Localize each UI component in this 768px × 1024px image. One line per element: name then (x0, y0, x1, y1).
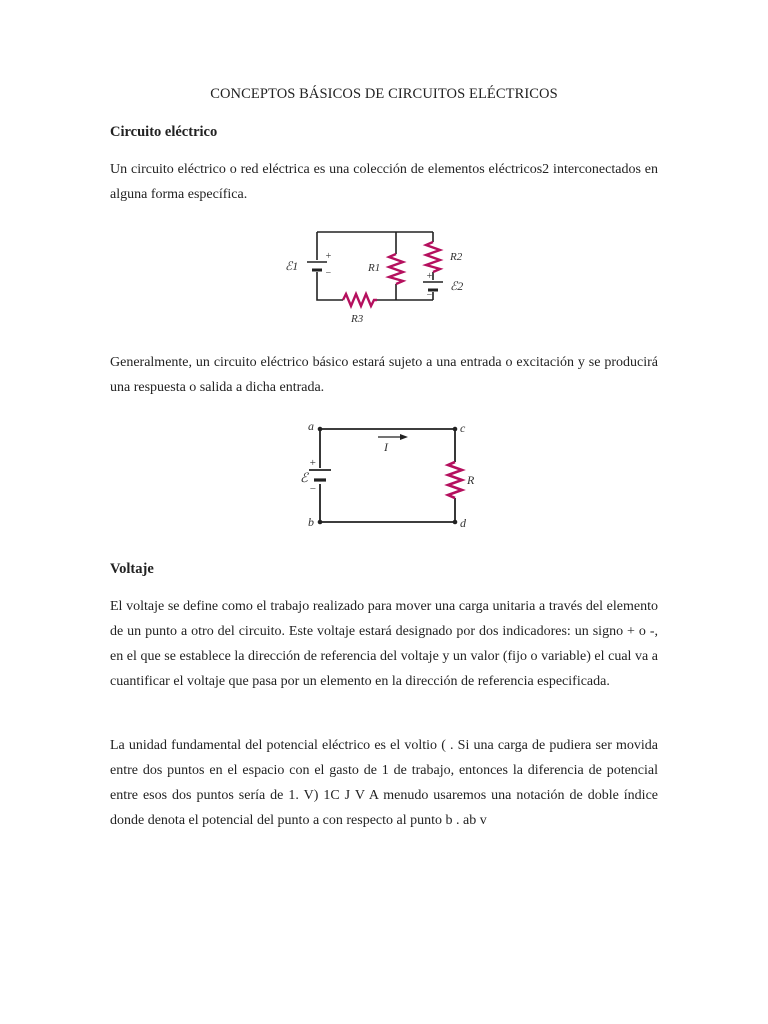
label-resistor: R (467, 473, 475, 487)
node-d (453, 520, 458, 525)
paragraph-voltaje-unidad: La unidad fundamental del potencial eléctrico es el voltio ( . Si una carga de pudiera ser movida entre dos puntos en el espacio con el gasto de 1 de trabajo, entonces la diferencia de potencial entre esos dos puntos sería de 1. V) 1C J V A menudo usaremos una notación de doble índice donde denota el potencial del punto a con respecto al punto b . ab v (110, 738, 658, 828)
label-e1-plus: + (325, 251, 332, 262)
paragraph-voltaje-definition: El voltaje se define como el trabajo realizado para mover una carga unitaria a través del elemento de un punto a otro del circuito. Este voltaje estará designado por dos indicadores: un signo + o -, en el que se establece la dirección de referencia del voltaje y un valor (fijo o variable) el cual va a cuantificar el voltaje que pasa por un elemento en la dirección de referencia especificada. (110, 599, 658, 689)
resistor-r3 (343, 294, 377, 306)
label-emf-plus: + (309, 457, 317, 469)
label-r1: R1 (368, 262, 381, 274)
node-b (318, 520, 323, 525)
document-title: CONCEPTOS BÁSICOS DE CIRCUITOS ELÉCTRICOS (210, 86, 558, 102)
label-current: I (384, 440, 388, 454)
circuit-diagram-1 (280, 222, 500, 334)
label-e2-minus: − (426, 290, 433, 301)
node-a (318, 427, 323, 432)
label-e1-minus: − (325, 268, 332, 279)
label-c: c (460, 421, 466, 435)
label-a: a (308, 419, 314, 433)
label-b: b (308, 515, 314, 529)
label-e2: ℰ2 (450, 279, 464, 293)
resistor-r2 (426, 242, 440, 272)
battery-e2 (423, 282, 443, 290)
circuit-diagram-1-svg (280, 222, 500, 334)
label-emf-minus: − (309, 483, 317, 495)
circuit-diagram-2-svg (300, 418, 480, 534)
section-heading-voltaje: Voltaje (110, 561, 154, 577)
current-arrow (378, 434, 408, 440)
circuit-diagram-2 (300, 418, 480, 534)
label-d: d (460, 516, 466, 530)
section-heading-circuito: Circuito eléctrico (110, 124, 218, 140)
label-r3: R3 (351, 313, 364, 325)
label-emf: ℰ (300, 470, 308, 485)
node-c (453, 427, 458, 432)
resistor-r (448, 462, 462, 498)
paragraph-circuito-excitacion: Generalmente, un circuito eléctrico básico estará sujeto a una entrada o excitación y se producirá una respuesta o salida a dicha entrada. (110, 355, 658, 395)
battery-e (309, 470, 331, 480)
label-e2-plus: + (426, 271, 433, 282)
label-e1: ℰ1 (285, 259, 299, 273)
resistor-r1 (389, 254, 403, 284)
label-r2: R2 (450, 251, 463, 263)
paragraph-circuito-definition: Un circuito eléctrico o red eléctrica es una colección de elementos eléctricos2 interconectados en alguna forma específica. (110, 162, 658, 202)
battery-e1 (307, 262, 327, 270)
